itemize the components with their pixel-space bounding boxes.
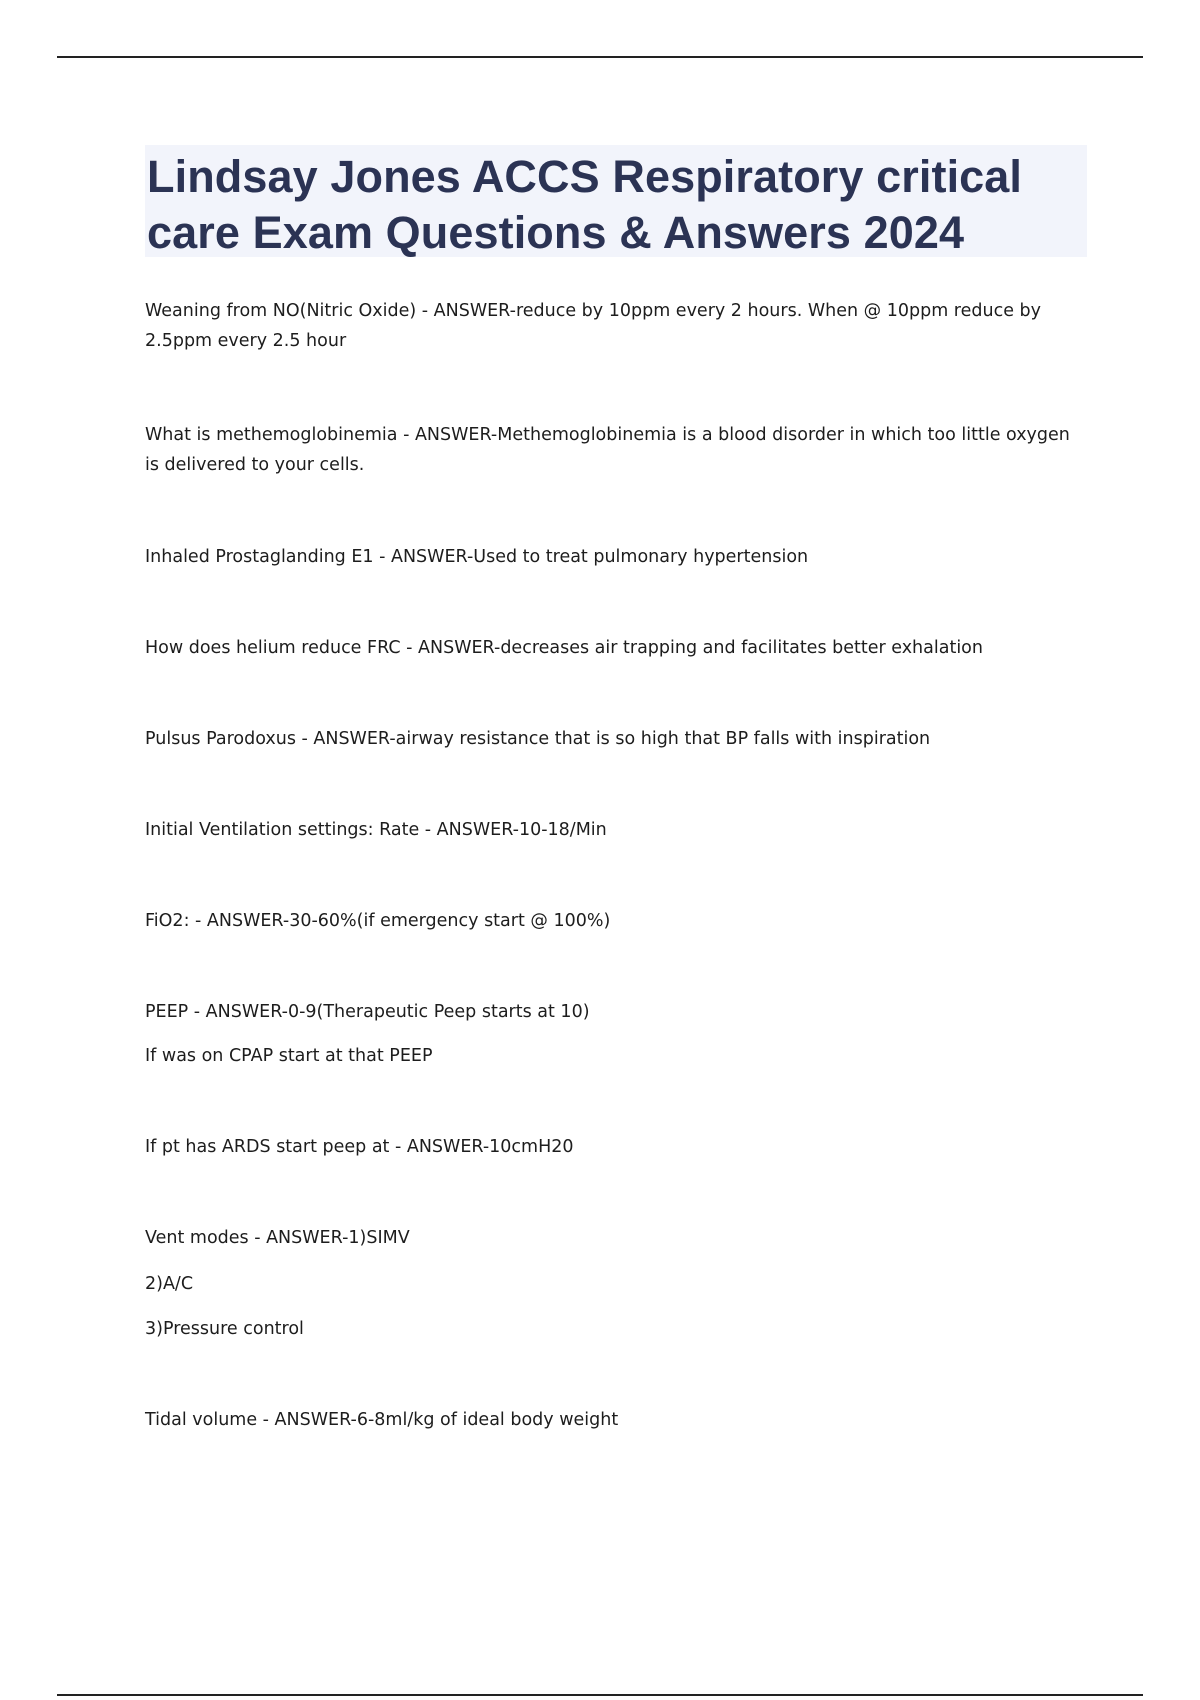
qa-entry-prostaglandin: Inhaled Prostaglanding E1 - ANSWER-Used to treat pulmonary hypertension: [145, 547, 809, 567]
qa-entry-fio2: FiO2: - ANSWER-30-60%(if emergency start @ 100%): [145, 911, 611, 931]
bottom-rule: [57, 1694, 1143, 1696]
qa-entry-ards-peep: If pt has ARDS start peep at - ANSWER-10cmH20: [145, 1137, 574, 1157]
qa-entry-peep-cpap-note: If was on CPAP start at that PEEP: [145, 1046, 433, 1066]
qa-entry-vent-modes: Vent modes - ANSWER-1)SIMV: [145, 1228, 410, 1248]
qa-entry-methemoglobinemia: What is methemoglobinemia - ANSWER-Methemoglobinemia is a blood disorder in which too little oxygen is delivered to your cells.: [145, 425, 1070, 475]
qa-entry-tidal-volume: Tidal volume - ANSWER-6-8ml/kg of ideal body weight: [145, 1410, 619, 1430]
qa-entry-ventilation-rate: Initial Ventilation settings: Rate - ANSWER-10-18/Min: [145, 820, 607, 840]
qa-entry-pulsus-paradoxus: Pulsus Parodoxus - ANSWER-airway resistance that is so high that BP falls with inspiration: [145, 729, 931, 749]
document-title: Lindsay Jones ACCS Respiratory critical care Exam Questions & Answers 2024: [147, 151, 1023, 258]
title-block: [145, 145, 1087, 257]
qa-entry-nitric-oxide-weaning: Weaning from NO(Nitric Oxide) - ANSWER-reduce by 10ppm every 2 hours. When @ 10ppm reduce by 2.5ppm every 2.5 hour: [145, 301, 1041, 351]
top-rule: [57, 56, 1143, 58]
qa-entry-vent-mode-pressure: 3)Pressure control: [145, 1319, 304, 1339]
qa-entry-helium-frc: How does helium reduce FRC - ANSWER-decreases air trapping and facilitates better exhalation: [145, 638, 983, 658]
qa-entry-vent-mode-ac: 2)A/C: [145, 1274, 194, 1294]
qa-entry-peep: PEEP - ANSWER-0-9(Therapeutic Peep starts at 10): [145, 1002, 590, 1022]
